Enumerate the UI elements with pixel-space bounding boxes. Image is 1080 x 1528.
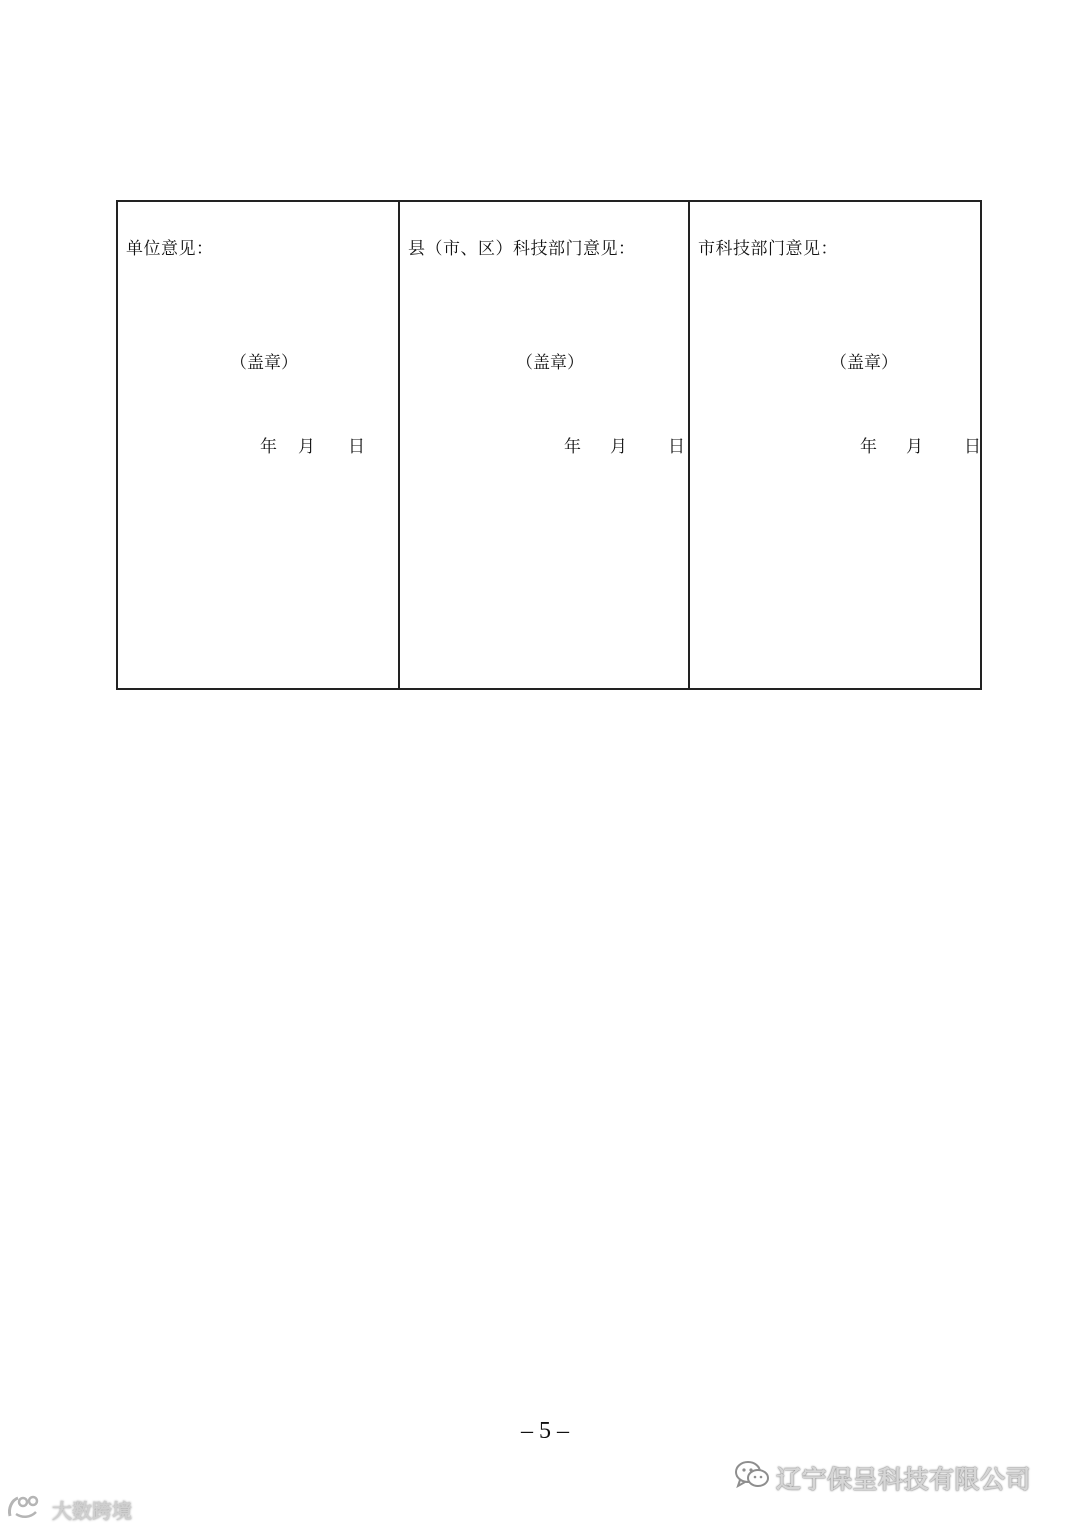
date-year-label: 年: [860, 437, 877, 457]
county-opinion-cell: [398, 202, 688, 688]
right-watermark-text: 辽宁保呈科技有限公司: [776, 1465, 1032, 1494]
date-line: [564, 432, 685, 457]
seal-label: （盖章）: [516, 353, 584, 373]
county-opinion-heading: 县（市、区）科技部门意见：: [408, 239, 636, 259]
wechat-icon: [734, 1460, 776, 1496]
brand-logo-icon: [6, 1494, 52, 1525]
date-line: [260, 432, 365, 457]
date-day-label: 日: [964, 437, 981, 457]
date-day-label: 日: [668, 437, 685, 457]
date-month-label: 月: [298, 437, 315, 457]
unit-opinion-heading: 单位意见：: [126, 239, 214, 259]
date-line: [860, 432, 981, 457]
date-month-label: 月: [906, 437, 923, 457]
right-watermark: [734, 1460, 1031, 1496]
city-opinion-cell: [688, 202, 980, 688]
left-watermark-text: 大数跨境: [52, 1499, 132, 1523]
page-number: – 5 –: [521, 1418, 569, 1444]
date-day-label: 日: [348, 437, 365, 457]
seal-label: （盖章）: [230, 353, 298, 373]
date-month-label: 月: [610, 437, 627, 457]
date-year-label: 年: [564, 437, 581, 457]
unit-opinion-cell: [118, 202, 398, 688]
city-opinion-heading: 市科技部门意见：: [698, 239, 838, 259]
left-watermark: [6, 1494, 132, 1525]
date-year-label: 年: [260, 437, 277, 457]
opinion-table: [116, 200, 982, 690]
seal-label: （盖章）: [830, 353, 898, 373]
